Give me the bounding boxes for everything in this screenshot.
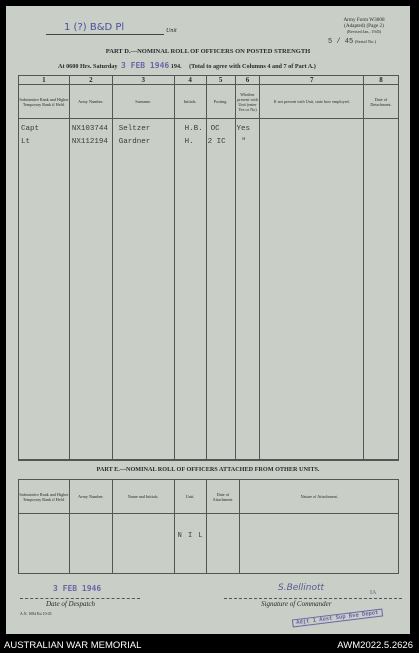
credit-accession: AWM2022.5.2626 <box>337 640 413 651</box>
e-col-header-date: Date of Attachment. <box>206 480 240 514</box>
commander-stamp: Adjt 1 Aust Sup Bse Depot <box>292 608 383 627</box>
col-header-employment: If not present with Unit, state how employed. <box>260 85 364 119</box>
row-1-initials: H.B. <box>184 125 203 133</box>
total-note: (Total to agree with Columns 4 and 7 of Part A.) <box>189 63 316 70</box>
serial-block <box>328 38 376 46</box>
e-body-cell <box>69 514 112 574</box>
nil-entry: N I L <box>177 532 204 540</box>
row-1-rank: Capt <box>21 125 40 133</box>
row-2-initials: H. <box>184 138 194 146</box>
col-num: 6 <box>235 76 260 85</box>
serial-label: (Serial No.) <box>354 39 376 44</box>
col-header-army-number: Army Number. <box>69 85 112 119</box>
serial-value: 5 / 45 <box>328 38 354 46</box>
print-code: A.N. 1084 Est 10-45 <box>20 612 52 616</box>
despatch-date-stamp: 3 FEB 1946 <box>53 584 102 593</box>
col-header-initials: Initials. <box>174 85 206 119</box>
signature-line <box>224 598 402 599</box>
col-num: 2 <box>69 76 112 85</box>
body-cell-surname <box>112 119 174 460</box>
e-col-header-army-number: Army Number. <box>69 480 112 514</box>
table-body-row <box>19 119 399 460</box>
col-num: 7 <box>260 76 364 85</box>
part-d-table <box>18 75 399 460</box>
col-num: 1 <box>19 76 70 85</box>
column-number-row <box>19 76 399 85</box>
year-suffix: 194. <box>170 63 182 70</box>
row-2-posting: 2 IC <box>207 138 226 146</box>
col-num: 5 <box>206 76 235 85</box>
body-cell-employment <box>260 119 364 460</box>
credits-bar <box>0 638 419 653</box>
signature-mark: IA <box>370 590 377 596</box>
col-header-rank: Substantive Rank and Higher Temporary Rank if Held. <box>19 85 70 119</box>
col-num: 4 <box>174 76 206 85</box>
e-col-header-unit: Unit. <box>174 480 206 514</box>
e-body-cell <box>19 514 70 574</box>
col-header-detachment: Date of Detachment. <box>364 85 399 119</box>
date-stamp: 3 FEB 1946 <box>121 61 170 70</box>
form-adapted: (Adapted) (Page 2) <box>344 23 384 29</box>
part-e-divider <box>18 460 399 461</box>
e-body-cell <box>112 514 174 574</box>
column-header-row <box>19 85 399 119</box>
row-1-surname: Seltzer <box>118 125 151 133</box>
body-cell-present <box>235 119 260 460</box>
body-cell-posting <box>206 119 235 460</box>
e-col-header-rank: Substantive Rank and Higher Temporary Rank if Held. <box>19 480 70 514</box>
row-2-army-number: NX112194 <box>71 138 108 146</box>
despatch-line <box>20 598 140 599</box>
time-text: At 0600 Hrs. Saturday <box>58 63 118 70</box>
unit-label: Unit <box>166 28 177 34</box>
e-body-cell <box>206 514 240 574</box>
row-2-rank: Lt <box>21 138 31 146</box>
row-2-present: " <box>241 138 247 146</box>
form-revised: (Revised Jan., 1945) <box>346 29 382 34</box>
time-line <box>58 61 316 70</box>
credit-institution: AUSTRALIAN WAR MEMORIAL <box>4 640 142 651</box>
part-e-header-row <box>19 480 399 514</box>
body-cell-initials <box>174 119 206 460</box>
e-col-header-name: Name and Initials. <box>112 480 174 514</box>
part-e-title: PART E.—NOMINAL ROLL OF OFFICERS ATTACHED FROM OTHER UNITS. <box>96 466 320 473</box>
col-num: 8 <box>364 76 399 85</box>
body-cell-detachment <box>364 119 399 460</box>
row-1-army-number: NX103744 <box>71 125 108 133</box>
row-1-posting: OC <box>210 125 220 133</box>
row-1-present: Yes <box>236 125 251 133</box>
commander-signature: S.Bellinott <box>278 583 325 593</box>
col-header-present: Whether present with Unit (enter Yes or No) <box>235 85 260 119</box>
body-cell-rank <box>19 119 70 460</box>
e-col-header-nature: Nature of Attachment. <box>240 480 399 514</box>
part-e-table <box>18 479 399 574</box>
part-d-title: PART D.—NOMINAL ROLL OF OFFICERS ON POSTED STRENGTH <box>105 48 311 55</box>
unit-underline <box>46 34 164 35</box>
form-title: Army Form W3008 <box>343 17 385 23</box>
col-header-surname: Surname. <box>112 85 174 119</box>
e-body-cell-unit <box>174 514 206 574</box>
row-2-surname: Gardner <box>118 138 151 146</box>
part-e-body-row <box>19 514 399 574</box>
unit-handwritten: 1 (?) B&D Pl <box>64 22 125 33</box>
col-num: 3 <box>112 76 174 85</box>
form-page <box>6 6 410 634</box>
signature-label: Signature of Commander <box>261 600 332 608</box>
e-body-cell <box>240 514 399 574</box>
body-cell-army-number <box>69 119 112 460</box>
form-id-block <box>324 17 404 35</box>
col-header-posting: Posting. <box>206 85 235 119</box>
despatch-label: Date of Despatch <box>46 600 95 608</box>
